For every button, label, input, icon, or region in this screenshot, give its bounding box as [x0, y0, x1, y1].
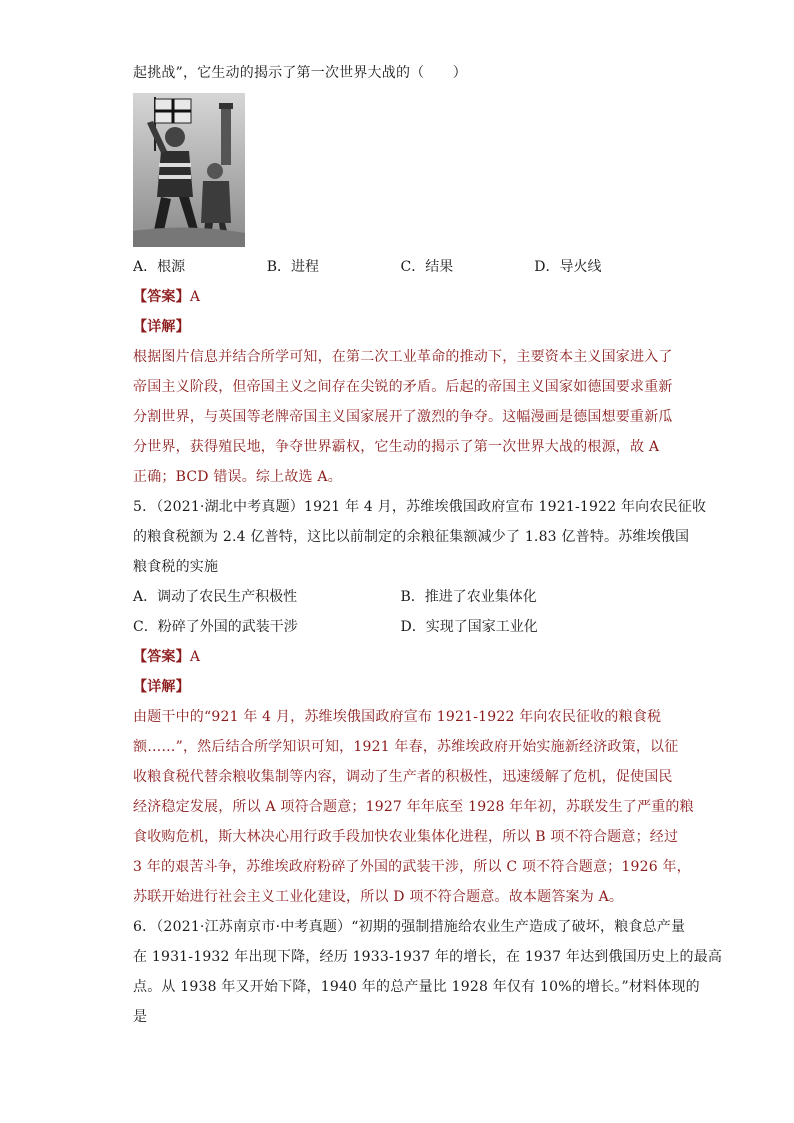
q5-option-b[interactable]: B．推进了农业集体化	[400, 589, 537, 605]
q4-option-d[interactable]: D．导火线	[534, 259, 602, 275]
q5-answer	[133, 642, 668, 672]
q6-stem-line: 是	[133, 1009, 148, 1025]
q5-detail-line: 经济稳定发展，所以 A 项符合题意；1927 年年底至 1928 年年初，苏联发生了严重的粮	[133, 799, 694, 815]
q4-detail-label: 【详解】	[133, 319, 190, 335]
q5-detail-line: 收粮食税代替余粮收集制等内容，调动了生产者的积极性，迅速缓解了危机，促使国民	[133, 769, 673, 785]
q5-detail-line: 食收购危机，斯大林决心用行政手段加快农业集体化进程，所以 B 项不符合题意；经过	[133, 829, 679, 845]
answer-value: A	[189, 289, 201, 305]
q5-option-a[interactable]: A．调动了农民生产积极性	[133, 589, 298, 605]
q4-answer	[133, 282, 668, 312]
answer-label: 【答案】	[133, 649, 190, 665]
q5-detail-line: 3 年的艰苦斗争，苏维埃政府粉碎了外国的武装干涉，所以 C 项不符合题意；1926 年，	[133, 859, 691, 875]
q4-stem-tail: 起挑战”，它生动的揭示了第一次世界大战的（ ）	[133, 65, 467, 81]
q5-options-row1	[133, 582, 668, 612]
q4-detail-line: 分世界，获得殖民地，争夺世界霸权，它生动的揭示了第一次世界大战的根源，故 A	[133, 439, 660, 455]
historical-cartoon-image	[133, 93, 245, 247]
q4-detail-line: 帝国主义阶段，但帝国主义之间存在尖锐的矛盾。后起的帝国主义国家如德国要求重新	[133, 379, 673, 395]
q4-detail-line: 分割世界，与英国等老牌帝国主义国家展开了激烈的争夺。这幅漫画是德国想要重新瓜	[133, 409, 673, 425]
q5-stem-line: 的粮食税额为 2.4 亿普特，这比以前制定的余粮征集额减少了 1.83 亿普特。苏维埃俄国	[133, 529, 690, 545]
q4-option-a[interactable]: A．根源	[133, 259, 186, 275]
q6-stem-line: 点。从 1938 年又开始下降，1940 年的总产量比 1928 年仅有 10%的增长。”材料体现的	[133, 979, 700, 995]
q4-option-c[interactable]: C．结果	[400, 259, 454, 275]
q5-detail-line: 由题干中的“921 年 4 月，苏维埃俄国政府宣布 1921-1922 年向农民征收的粮食税	[133, 709, 662, 725]
q5-option-d[interactable]: D．实现了国家工业化	[400, 619, 538, 635]
q6-stem-line: 在 1931-1932 年出现下降，经历 1933-1937 年的增长，在 1937 年达到俄国历史上的最高	[133, 949, 723, 965]
q4-options	[133, 252, 668, 282]
q5-options-row2	[133, 612, 668, 642]
q5-stem-line: 5．（2021·湖北中考真题）1921 年 4 月，苏维埃俄国政府宣布 1921-1922 年向农民征收	[133, 499, 707, 515]
q4-option-b[interactable]: B．进程	[266, 259, 320, 275]
answer-label: 【答案】	[133, 289, 190, 305]
answer-value: A	[189, 649, 201, 665]
exam-page	[133, 58, 723, 1032]
q6-stem-line: 6．（2021·江苏南京市·中考真题）“初期的强制措施给农业生产造成了破坏，粮食总产量	[133, 919, 686, 935]
q5-stem-line: 粮食税的实施	[133, 559, 219, 575]
q4-detail-line: 根据图片信息并结合所学可知，在第二次工业革命的推动下，主要资本主义国家进入了	[133, 349, 673, 365]
q5-detail-line: 苏联开始进行社会主义工业化建设，所以 D 项不符合题意。故本题答案为 A。	[133, 889, 624, 905]
q5-option-c[interactable]: C．粉碎了外国的武装干涉	[133, 619, 298, 635]
q4-detail-line: 正确；BCD 错误。综上故选 A。	[133, 469, 342, 485]
q5-detail-label: 【详解】	[133, 679, 190, 695]
q5-detail-line: 额……”，然后结合所学知识可知，1921 年春，苏维埃政府开始实施新经济政策，以征	[133, 739, 679, 755]
